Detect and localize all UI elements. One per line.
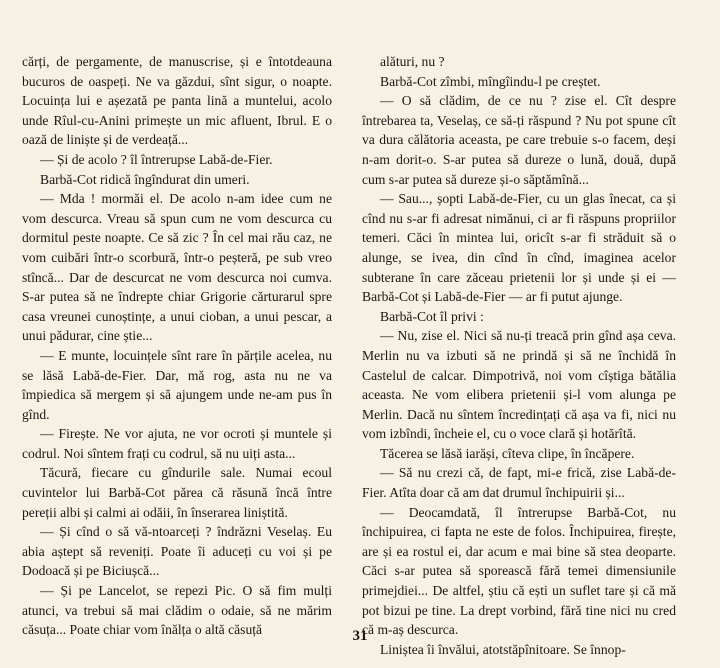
paragraph: cărți, de pergamente, de manuscrise, și e întotdeauna bucuros de oaspeți. Ne va găzdui, sînt sigur, o noapte. Locuința lui e așezată pe panta lină a muntelui, acolo unde Rîul-cu-Anini primește un mic afluent, Ibrul. E o oază de liniște și de verdeață... bbox=[22, 54, 332, 148]
paragraph: — Să nu crezi că, de fapt, mi-e frică, zise Labă-de-Fier. Atîta doar că am dat drumul închipuirii și... bbox=[362, 465, 676, 501]
left-column bbox=[22, 52, 332, 640]
paragraph: Tăcerea se lăsă iarăși, cîteva clipe, în încăpere. bbox=[380, 445, 635, 461]
paragraph: — Și de acolo ? îl întrerupse Labă-de-Fier. bbox=[40, 151, 273, 167]
paragraph: — Mda ! mormăi el. De acolo n-am idee cum ne vom descurca. Vreau să spun cum ne vom descurca cu dormitul peste noapte. Ce să zic ? În cel mai rău caz, ne vom cuibări într-o scorbură, într-o peșteră, pe sub vreo stîncă... Dar de descurcat ne vom descurca noi cumva. S-ar putea să ne îndrepte chiar Grigorie cărturarul spre casa vreunei cunoștințe, a unui cioban, a unui pescar, a unui pădurar, cine știe... bbox=[22, 191, 332, 344]
paragraph: — Și pe Lancelot, se repezi Pic. O să fim mulți atunci, va trebui să mai clădim o odaie, să ne mărim căsuța... Poate chiar vom înălța o altă căsuță bbox=[22, 583, 332, 638]
paragraph: Liniștea îi învălui, atotstăpînitoare. Se înnop- bbox=[380, 641, 626, 657]
paragraph: Barbă-Cot zîmbi, mîngîindu-l pe creștet. bbox=[380, 73, 601, 89]
paragraph: — Deocamdată, îl întrerupse Barbă-Cot, nu închipuirea, ci fapta ne este de folos. Închipuirea, firește, are și ea rostul ei, dar acum e mai bine să stea deoparte. Căci s-ar putea să sporească fără temei dimensiunile primejdiei... De altfel, știu că ești un suflet tare și că mă pot bizui pe tine. La drept vorbind, fără tine nici nu cred că m-aș descurca. bbox=[362, 504, 676, 638]
paragraph: — Sau..., șopti Labă-de-Fier, cu un glas înecat, ca și cînd nu s-ar fi adresat nimănui, ci ar fi răspuns propriilor temeri. Căci în mintea lui, oricît s-ar fi străduit să o alunge, se ivea, din cînd în cînd, imaginea acelor subterane în care zăceau prietenii lor și unde și ei — Barbă-Cot și Labă-de-Fier — ar fi putut ajunge. bbox=[362, 191, 676, 305]
paragraph: Tăcură, fiecare cu gîndurile sale. Numai ecoul cuvintelor lui Barbă-Cot părea că răsună încă între pereții albi și calmi ai odăii, în înserarea liniștită. bbox=[22, 465, 332, 520]
paragraph: Barbă-Cot ridică îngîndurat din umeri. bbox=[40, 171, 250, 187]
paragraph: Barbă-Cot îl privi : bbox=[380, 308, 484, 324]
paragraph: — Nu, zise el. Nici să nu-ți treacă prin gînd așa ceva. Merlin nu va izbuti să ne prindă și să ne închidă în Castelul de calcar. Dimpotrivă, noi vom cîștiga bătălia aceasta. Ne vom elibera prietenii și-l vom alunga pe Merlin. Dacă nu sîntem încredințați că așa va fi, nici nu vom izbîndi, încheie el, cu o voce clară și hotărîtă. bbox=[362, 328, 676, 442]
paragraph: alături, nu ? bbox=[380, 54, 445, 69]
right-column bbox=[362, 52, 676, 659]
paragraph: — E munte, locuințele sînt rare în părțile acelea, nu se lăsă Labă-de-Fier. Dar, mă rog, asta nu ne va împiedica să mergem și să ajungem unde ne-am pus în gînd. bbox=[22, 347, 332, 422]
paragraph: — O să clădim, de ce nu ? zise el. Cît despre întrebarea ta, Veselaș, ce să-ți răspund ? Nu pot spune cît va dura călătoria aceasta, pe care trebuie s-o facem, deși n-am dorit-o. S-ar putea să dureze o lună, două, după cum s-ar putea să dureze și-o săptămînă... bbox=[362, 93, 676, 187]
paragraph: — Firește. Ne vor ajuta, ne vor ocroti și muntele și codrul. Noi sîntem frați cu codrul, să nu uiți asta... bbox=[22, 426, 332, 461]
page-number: 31 bbox=[352, 628, 368, 644]
paragraph: — Și cînd o să vă-ntoarceți ? îndrăzni Veselaș. Eu abia aștept să reveniți. Poate îi aduceți cu voi și pe Dodoacă și pe Biciușcă... bbox=[22, 524, 332, 579]
